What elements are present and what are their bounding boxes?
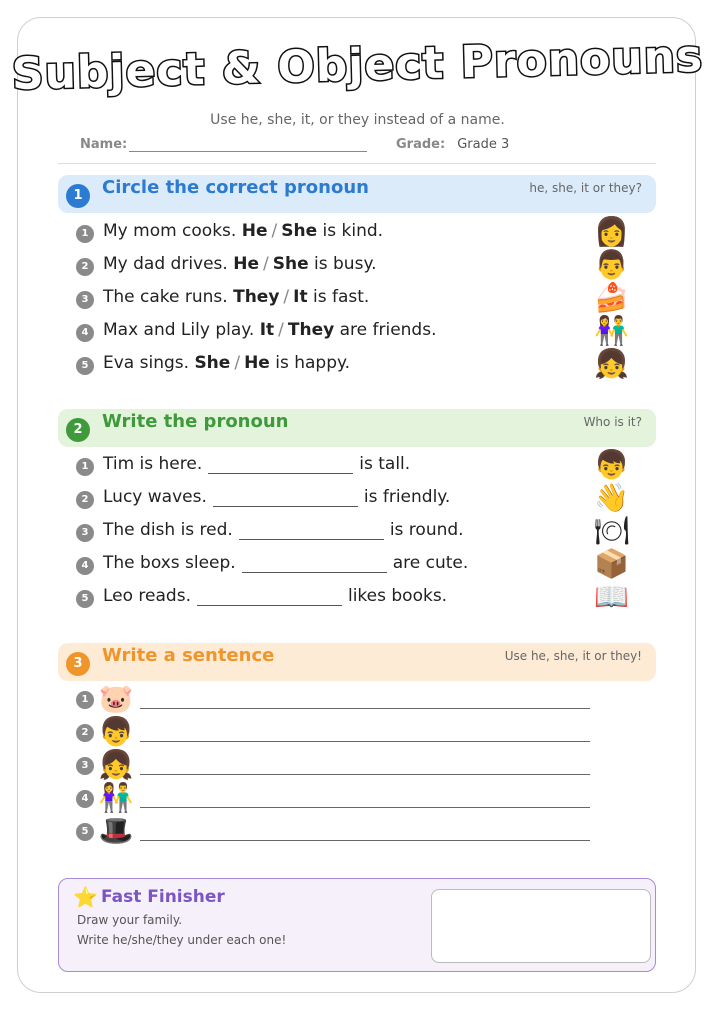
- sentence-text: likes books.: [347, 586, 448, 606]
- worksheet-title: Subject & Object Pronouns: [11, 30, 704, 101]
- grade-label: Grade:: [396, 137, 446, 152]
- pronoun-option[interactable]: He: [244, 353, 270, 373]
- section-title: Write the pronoun: [102, 411, 289, 432]
- item-number: 4: [76, 790, 94, 808]
- exercise-row: [76, 516, 636, 546]
- item-number: 1: [76, 691, 94, 709]
- sentence-text: are cute.: [392, 553, 469, 573]
- item-number: 3: [76, 524, 94, 542]
- section-number-badge: 2: [66, 418, 90, 442]
- star-icon: ⭐: [73, 885, 98, 909]
- section-1-header: [58, 175, 656, 213]
- fast-finisher-instruction: Draw your family.: [77, 913, 183, 927]
- exercise-row: [76, 217, 636, 247]
- sentence-writing-row: [76, 716, 596, 749]
- exercise-row: [76, 582, 636, 612]
- item-number: 5: [76, 590, 94, 608]
- worksheet-subtitle: Use he, she, it, or they instead of a name.: [210, 112, 505, 128]
- sentence: [103, 487, 450, 507]
- sentence: [103, 221, 383, 241]
- grade-value: Grade 3: [457, 137, 510, 152]
- answer-blank[interactable]: [242, 556, 387, 573]
- answer-blank[interactable]: [239, 523, 384, 540]
- sentence: [103, 520, 464, 540]
- sentence-text: Max and Lily play.: [103, 320, 255, 340]
- woman-icon: 👩: [594, 215, 629, 248]
- item-number: 1: [76, 225, 94, 243]
- slash-divider: /: [234, 353, 241, 373]
- sentence-text: is busy.: [314, 254, 377, 274]
- top-hat-icon: 🎩: [98, 814, 134, 847]
- sentence: [103, 287, 369, 307]
- sentence-writing-row: [76, 749, 596, 782]
- item-number: 5: [76, 823, 94, 841]
- slash-divider: /: [263, 254, 269, 274]
- sentence: [103, 454, 410, 474]
- pronoun-option[interactable]: He: [233, 254, 259, 274]
- item-number: 5: [76, 357, 94, 375]
- boy-icon: 👦: [98, 715, 134, 748]
- sentence: [103, 553, 468, 573]
- fast-finisher-title: Fast Finisher: [101, 887, 225, 907]
- name-row: [80, 137, 367, 152]
- header-divider: [58, 163, 656, 164]
- pronoun-option[interactable]: She: [194, 353, 231, 373]
- exercise-row: [76, 316, 636, 346]
- slash-divider: /: [278, 320, 284, 340]
- name-label: Name:: [80, 137, 128, 152]
- item-number: 2: [76, 491, 94, 509]
- boy-icon: 👦: [594, 448, 629, 481]
- name-field[interactable]: [129, 137, 367, 152]
- writing-line[interactable]: [140, 741, 590, 742]
- sentence-text: is kind.: [322, 221, 384, 241]
- sentence-text: My dad drives.: [103, 254, 228, 274]
- sentence-writing-row: [76, 683, 596, 716]
- section-number-badge: 1: [66, 184, 90, 208]
- plate-icon: 🍽: [594, 514, 630, 547]
- item-number: 3: [76, 757, 94, 775]
- exercise-row: [76, 549, 636, 579]
- writing-line[interactable]: [140, 840, 590, 841]
- sentence-text: is happy.: [275, 353, 351, 373]
- pronoun-option[interactable]: She: [272, 254, 309, 274]
- girl-icon: 👧: [594, 347, 629, 380]
- item-number: 2: [76, 258, 94, 276]
- pronoun-option[interactable]: He: [241, 221, 268, 241]
- sentence-writing-row: [76, 815, 596, 848]
- exercise-row: [76, 349, 636, 379]
- section-hint: he, she, it or they?: [529, 181, 642, 195]
- answer-blank[interactable]: [197, 589, 342, 606]
- item-number: 4: [76, 324, 94, 342]
- sentence-text: The boxs sleep.: [103, 553, 236, 573]
- exercise-row: [76, 283, 636, 313]
- sentence-text: The dish is red.: [103, 520, 233, 540]
- exercise-row: [76, 450, 636, 480]
- sentence-text: is friendly.: [363, 487, 451, 507]
- sentence-writing-row: [76, 782, 596, 815]
- answer-blank[interactable]: [208, 457, 353, 474]
- exercise-row: [76, 483, 636, 513]
- fast-finisher-box: [58, 878, 656, 972]
- pronoun-option[interactable]: They: [287, 320, 335, 340]
- sentence-text: are friends.: [339, 320, 437, 340]
- sentence-text: My mom cooks.: [103, 221, 237, 241]
- slash-divider: /: [271, 221, 278, 241]
- pronoun-option[interactable]: They: [233, 287, 280, 307]
- writing-line[interactable]: [140, 708, 590, 709]
- sentence-text: is fast.: [313, 287, 370, 307]
- sentence-text: is round.: [389, 520, 464, 540]
- writing-line[interactable]: [140, 774, 590, 775]
- writing-line[interactable]: [140, 807, 590, 808]
- girl-icon: 👧: [98, 748, 134, 781]
- item-number: 1: [76, 458, 94, 476]
- grade-row: [396, 137, 509, 152]
- section-2-header: [58, 409, 656, 447]
- sentence-text: Tim is here.: [103, 454, 203, 474]
- section-title: Circle the correct pronoun: [102, 177, 369, 198]
- sentence: [103, 320, 437, 340]
- sentence: [103, 353, 350, 373]
- couple-icon: 👫: [98, 781, 134, 814]
- man-icon: 👨: [594, 248, 629, 281]
- pronoun-option[interactable]: It: [259, 320, 275, 340]
- pronoun-option[interactable]: It: [293, 287, 308, 307]
- waving-hand-icon: 👋: [594, 481, 629, 514]
- sentence-text: The cake runs.: [103, 287, 228, 307]
- section-3-header: [58, 643, 656, 681]
- item-number: 4: [76, 557, 94, 575]
- book-icon: 📖: [594, 580, 629, 613]
- sentence-text: Lucy waves.: [103, 487, 207, 507]
- sentence-text: Leo reads.: [103, 586, 191, 606]
- section-hint: Use he, she, it or they!: [504, 649, 642, 663]
- box-icon: 📦: [594, 547, 629, 580]
- fast-finisher-instruction: Write he/she/they under each one!: [77, 933, 287, 947]
- answer-blank[interactable]: [213, 490, 358, 507]
- sentence-text: Eva sings.: [103, 353, 190, 373]
- sentence: [103, 254, 376, 274]
- sentence: [103, 586, 447, 606]
- pig-icon: 🐷: [98, 682, 134, 715]
- pronoun-option[interactable]: She: [281, 221, 318, 241]
- cake-icon: 🍰: [594, 281, 629, 314]
- section-hint: Who is it?: [583, 415, 642, 429]
- item-number: 3: [76, 291, 94, 309]
- exercise-row: [76, 250, 636, 280]
- drawing-box[interactable]: [431, 889, 651, 963]
- section-title: Write a sentence: [102, 645, 275, 666]
- section-number-badge: 3: [66, 652, 90, 676]
- item-number: 2: [76, 724, 94, 742]
- slash-divider: /: [283, 287, 290, 307]
- couple-icon: 👫: [594, 314, 629, 347]
- sentence-text: is tall.: [359, 454, 411, 474]
